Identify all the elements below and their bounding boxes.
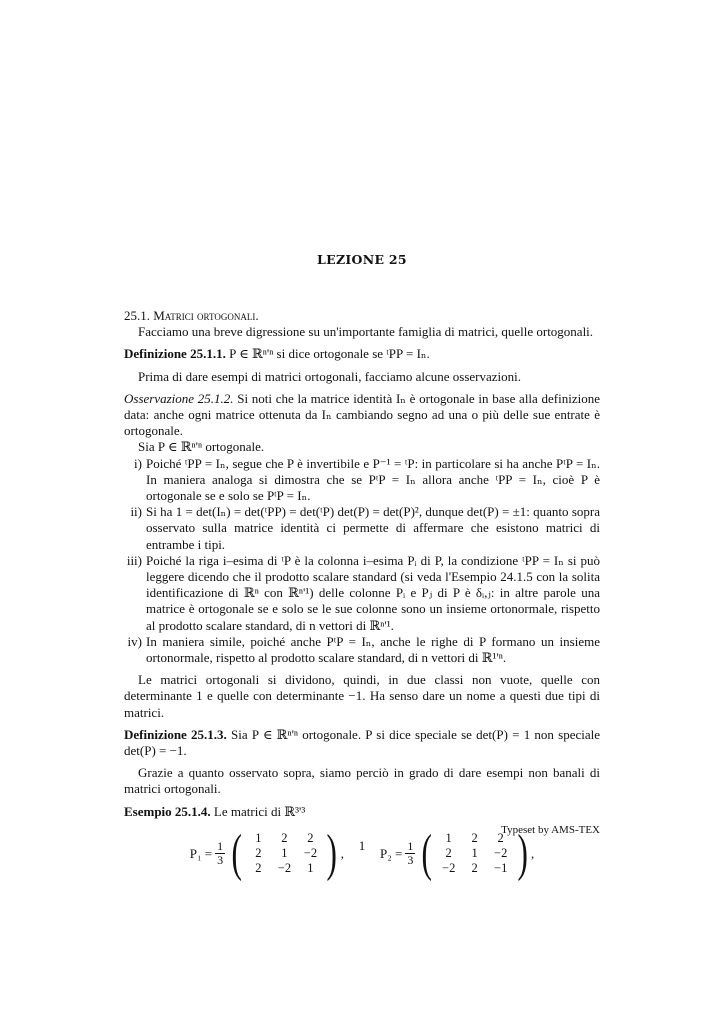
fraction-numerator: 1	[217, 839, 224, 854]
page-title: LEZIONE 25	[317, 252, 407, 267]
example-text: Le matrici di ℝ³'³	[213, 803, 306, 819]
list-item-text: Poiché ᵗPP = Iₙ, segue che P è invertibile e P⁻¹ = ᵗP: in particolare si ha anche PᵗP = Iₙ. In maniera analoga si dimostra che se PᵗP = Iₙ allora anche ᵗPP = Iₙ, cioè P è ortogonale se e solo se PᵗP = Iₙ.	[146, 455, 600, 504]
list-item	[124, 504, 600, 553]
comma: ,	[531, 845, 535, 861]
list-item	[124, 634, 600, 666]
list-item-label: iv)	[127, 633, 142, 649]
matrix-entry: −1	[494, 861, 508, 876]
list-item-label: iii)	[126, 552, 142, 568]
definition-2-label: Definizione 25.1.3.	[124, 726, 227, 742]
left-paren: (	[231, 824, 242, 882]
right-paren: )	[326, 824, 338, 882]
observation-sia: Sia P ∈ ℝⁿ'ⁿ ortogonale.	[138, 439, 265, 455]
typeset-credit: Typeset by AMS-TEX	[501, 824, 600, 836]
list-item-text: Si ha 1 = det(Iₙ) = det(ᵗPP) = det(ᵗP) det(P) = det(P)², dunque det(P) = ±1: quanto sopra osservato sulla matrice identità ci permette di affermare che esistono matrici di entrambe i tipi.	[146, 504, 600, 552]
definition-2-text: Sia P ∈ ℝⁿ'ⁿ ortogonale. P si dice speciale se det(P) = 1 non speciale det(P) = −1.	[124, 726, 601, 759]
list-item-label: ii)	[130, 504, 142, 520]
matrix-entry: 2	[307, 831, 314, 846]
matrix-entry: 1	[445, 831, 452, 846]
section-intro: Facciamo una breve digressione su un'importante famiglia di matrici, quelle ortogonali.	[138, 324, 594, 340]
page-number: 1	[358, 838, 366, 853]
grazie-paragraph: Grazie a quanto osservato sopra, siamo perciò in grado di dare esempi non banali di matrici ortogonali.	[124, 765, 600, 797]
matrix-entry: 1	[255, 831, 262, 846]
right-paren: )	[517, 824, 528, 882]
list-item	[124, 456, 600, 505]
matrix-entry: −2	[442, 861, 456, 876]
section-heading	[124, 308, 600, 324]
matrix-p2-name: P₂ =	[380, 845, 403, 861]
observation	[124, 391, 600, 440]
matrix-entry: −2	[494, 846, 508, 861]
fraction-numerator: 1	[407, 839, 414, 854]
definition-1-label: Definizione 25.1.1.	[124, 346, 226, 362]
list-item-text: Poiché la riga i–esima di ᵗP è la colonna i–esima Pᵢ di P, la condizione ᵗPP = Iₙ si può leggere dicendo che il prodotto scalare standard (si veda l'Esempio 24.1.5 con la solita identificazione di ℝⁿ con ℝⁿ'¹) delle colonne Pᵢ e Pⱼ di P è δᵢ,ⱼ: in altre parole una matrice è ortogonale se e solo se le sue colonne sono un insieme ortonormale, rispetto al prodotto scalare standard, di n vettori di ℝⁿ'¹.	[146, 552, 600, 633]
matrix-entry: 2	[281, 831, 288, 846]
list-item-text: In maniera simile, poiché anche PᵗP = Iₙ, anche le righe di P formano un insieme ortonormale, rispetto al prodotto scalare standard, di n vettori di ℝ¹'ⁿ.	[146, 633, 600, 666]
section-title: Matrici ortogonali.	[153, 308, 259, 323]
partition-paragraph: Le matrici ortogonali si dividono, quindi, in due classi non vuote, quelle con determinante 1 e quelle con determinante −1. Ha senso dare un nome a questi due tipi di matrici.	[124, 672, 600, 720]
section-number: 25.1.	[124, 308, 150, 323]
left-paren: (	[421, 824, 433, 882]
example	[124, 804, 600, 820]
matrix-entry: 2	[497, 831, 504, 846]
matrix-entry: 2	[445, 846, 452, 861]
observation-text: Si noti che la matrice identità Iₙ è ortogonale in base alla definizione data: anche ogni matrice ottenuta da Iₙ cambiando segno ad una o più delle sue entrate è ortogonale.	[124, 390, 601, 439]
matrix-entry: 1	[471, 846, 478, 861]
matrix-entry: 2	[255, 846, 262, 861]
definition-2	[124, 727, 600, 759]
example-label: Esempio 25.1.4.	[124, 803, 211, 819]
matrix-entry: −2	[303, 846, 318, 861]
matrix-p1-name: P₁ =	[189, 845, 213, 861]
fraction-denominator: 3	[217, 853, 224, 868]
definition-1	[124, 346, 600, 362]
matrix-entry: 2	[255, 861, 262, 876]
matrix-entry: 2	[471, 831, 478, 846]
matrix-entry: 2	[471, 861, 478, 876]
list-item	[124, 553, 600, 634]
observation-label: Osservazione 25.1.2.	[124, 390, 234, 406]
fraction-denominator: 3	[407, 853, 414, 868]
matrix-entry: 1	[307, 861, 314, 876]
matrix-entry: 1	[281, 846, 288, 861]
comma: ,	[340, 845, 344, 861]
body-text	[124, 308, 600, 880]
prima-paragraph: Prima di dare esempi di matrici ortogonali, facciamo alcune osservazioni.	[138, 368, 522, 384]
observation-items	[124, 456, 600, 667]
matrix-entry: −2	[277, 861, 292, 876]
list-item-label: i)	[134, 455, 142, 471]
definition-1-text: P ∈ ℝⁿ'ⁿ si dice ortogonale se ᵗPP = Iₙ.	[229, 346, 430, 362]
